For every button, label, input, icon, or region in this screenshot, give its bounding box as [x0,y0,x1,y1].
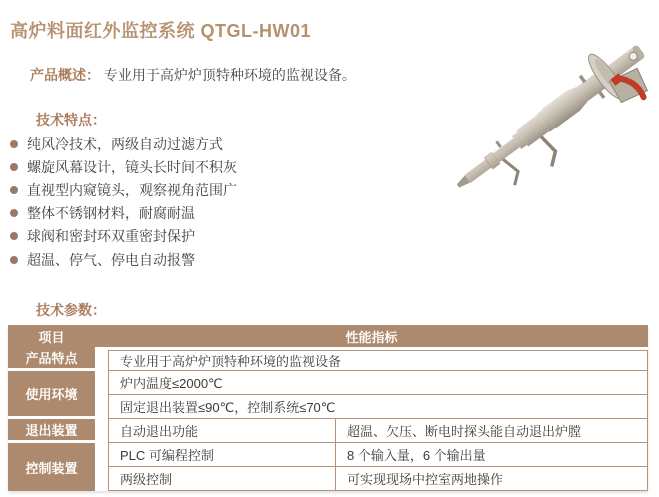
table-cell: 炉内温度≤2000℃ [108,371,648,395]
product-photo-probe-lance [420,4,652,282]
feature-text: 直视型内窥镜头，观察视角范围广 [27,181,237,198]
row-label-retract-device: 退出装置 [8,419,95,443]
feature-text: 整体不锈钢材料，耐腐耐温 [27,205,195,222]
bullet-icon [10,232,18,240]
overview-label: 产品概述： [30,67,100,83]
table-cell: PLC 可编程控制 [108,443,335,467]
table-header-row [8,325,648,347]
table-cell: 专业用于高炉炉顶特种环境的监视设备 [108,350,648,371]
table-cell: 可实现现场中控室两地操作 [335,467,648,491]
table-cell: 固定退出装置≤90℃，控制系统≤70℃ [108,395,648,419]
list-item [10,225,237,248]
table-cell: 两级控制 [108,467,335,491]
bullet-icon [10,186,18,194]
bullet-icon [10,140,18,148]
bullet-icon [10,163,18,171]
table-cell: 自动退出功能 [108,419,335,443]
list-item [10,155,237,178]
bullet-icon [10,256,18,264]
row-label-control-device: 控制装置 [8,443,95,491]
list-item [10,132,237,155]
feature-text: 螺旋风幕设计，镜头长时间不积灰 [27,158,237,175]
features-heading: 技术特点： [36,112,106,128]
feature-text: 球阀和密封环双重密封保护 [27,228,195,245]
feature-text: 纯风冷技术，两级自动过滤方式 [27,135,223,152]
product-overview [30,67,356,84]
params-heading: 技术参数： [36,302,106,318]
table-cell: 超温、欠压、断电时探头能自动退出炉膛 [335,419,648,443]
list-item [10,248,237,271]
bullet-icon [10,209,18,217]
specs-table [8,325,648,491]
overview-text: 专业用于高炉炉顶特种环境的监视设备。 [103,67,356,83]
row-label-environment: 使用环境 [8,371,95,419]
list-item [10,202,237,225]
page-title: 高炉料面红外监控系统 QTGL-HW01 [10,21,311,41]
list-item [10,178,237,201]
feature-text: 超温、停气、停电自动报警 [27,251,195,268]
feature-list [10,132,237,271]
table-cell: 8 个输入量，6 个输出量 [335,443,648,467]
row-label-product-features: 产品特点 [8,347,95,371]
header-item: 项目 [38,329,65,345]
header-performance: 性能指标 [345,329,398,345]
